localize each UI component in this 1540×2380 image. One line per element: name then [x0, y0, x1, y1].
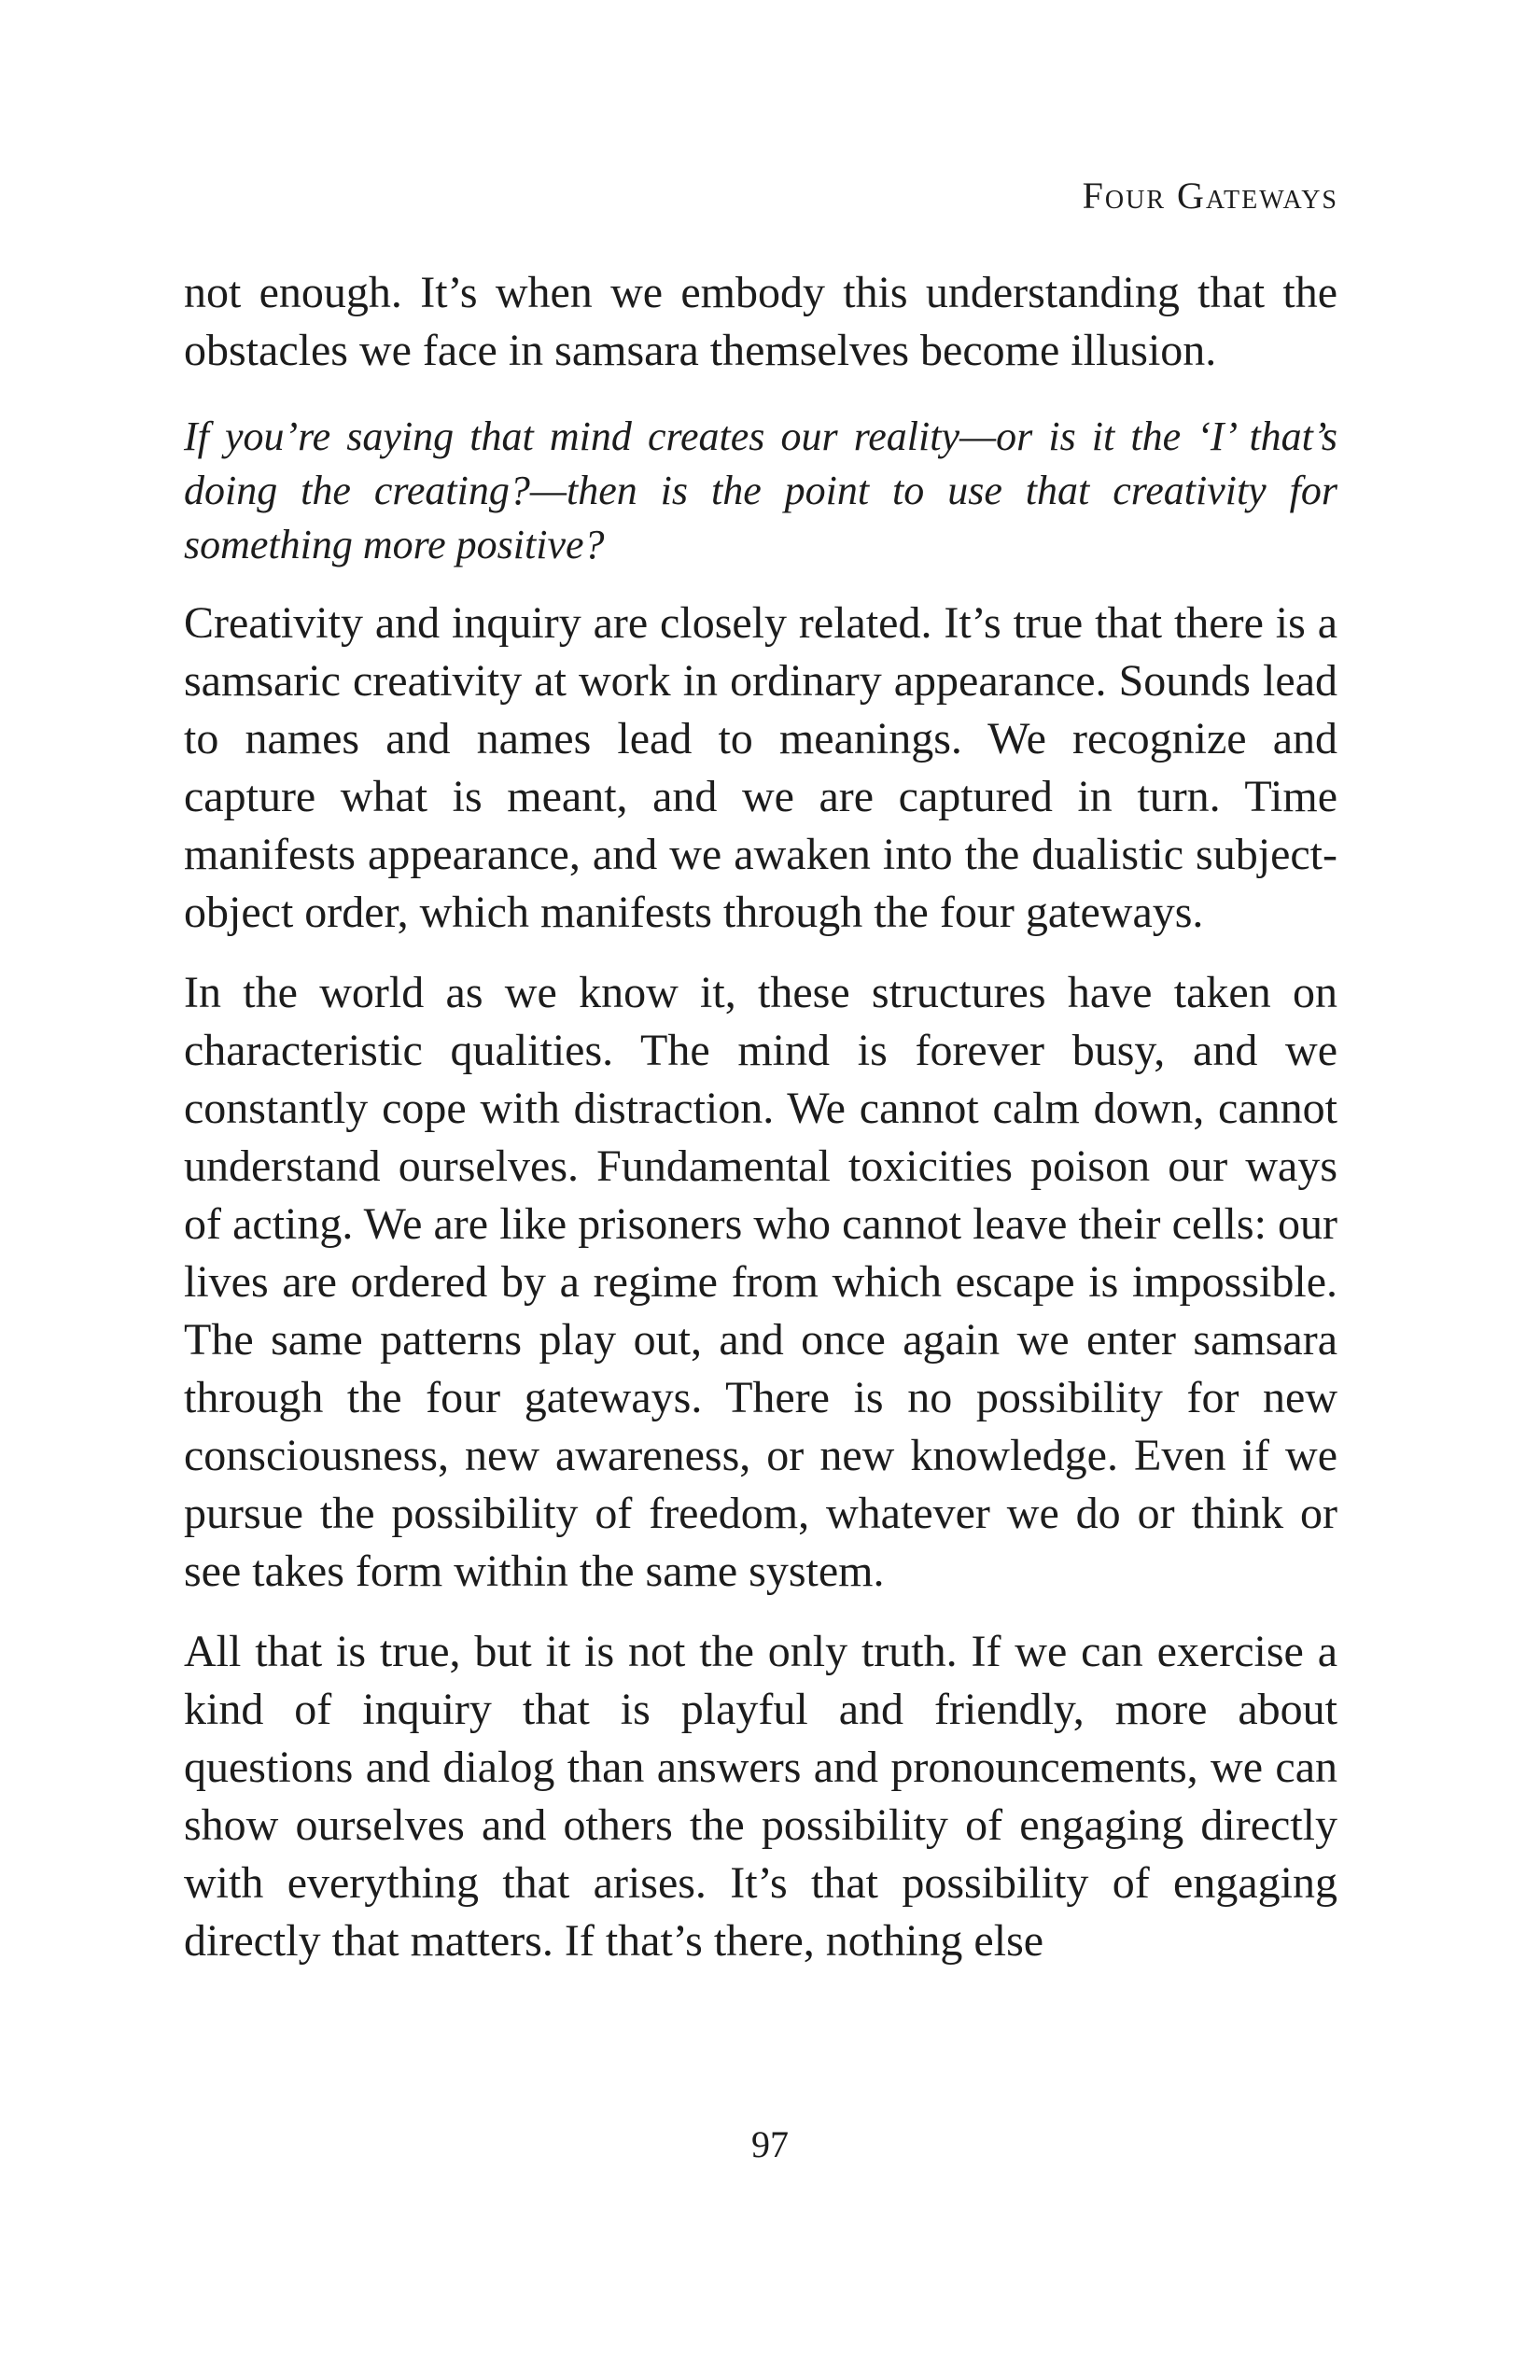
paragraph-world: In the world as we know it, these structures have taken on characteristic qualities. The mind is forever busy, and we constantly cope with distraction. We cannot calm down, cannot understand ourselves. Fundamental toxicities poison our ways of acting. We are like prisoners who cannot leave their cells: our lives are ordered by a regime from which escape is impossible. The same patterns play out, and once again we enter samsara through the four gateways. There is no possibility for new consciousness, new awareness, or new knowledge. Even if we pursue the possibility of freedom, whatever we do or think or see takes form within the same system. — [184, 968, 1337, 1596]
page-number: 97 — [751, 2123, 789, 2165]
running-head: Four Gateways — [1082, 175, 1338, 217]
paragraph-inquiry: All that is true, but it is not the only truth. If we can exercise a kind of inquiry that is playful and friendly, more about questions and dialog than answers and pronouncements, we can show ourselves and others the possibility of engaging directly with everything that arises. It’s that possibility of engaging directly that matters. If that’s there, nothing else — [184, 1627, 1337, 1966]
body-text — [184, 264, 1337, 1970]
interviewer-question: If you’re saying that mind creates our reality—or is it the ‘I’ that’s doing the creating?—then is the point to use that creativity for something more positive? — [184, 413, 1337, 567]
paragraph-continuation: not enough. It’s when we embody this understanding that the obstacles we face in samsara themselves become illusion. — [184, 268, 1337, 375]
paragraph-creativity: Creativity and inquiry are closely related. It’s true that there is a samsaric creativity at work in ordinary appearance. Sounds lead to names and names lead to meanings. We recognize and capture what is meant, and we are captured in turn. Time manifests appearance, and we awaken into the dualistic subject-object order, which manifests through the four gateways. — [184, 598, 1337, 937]
